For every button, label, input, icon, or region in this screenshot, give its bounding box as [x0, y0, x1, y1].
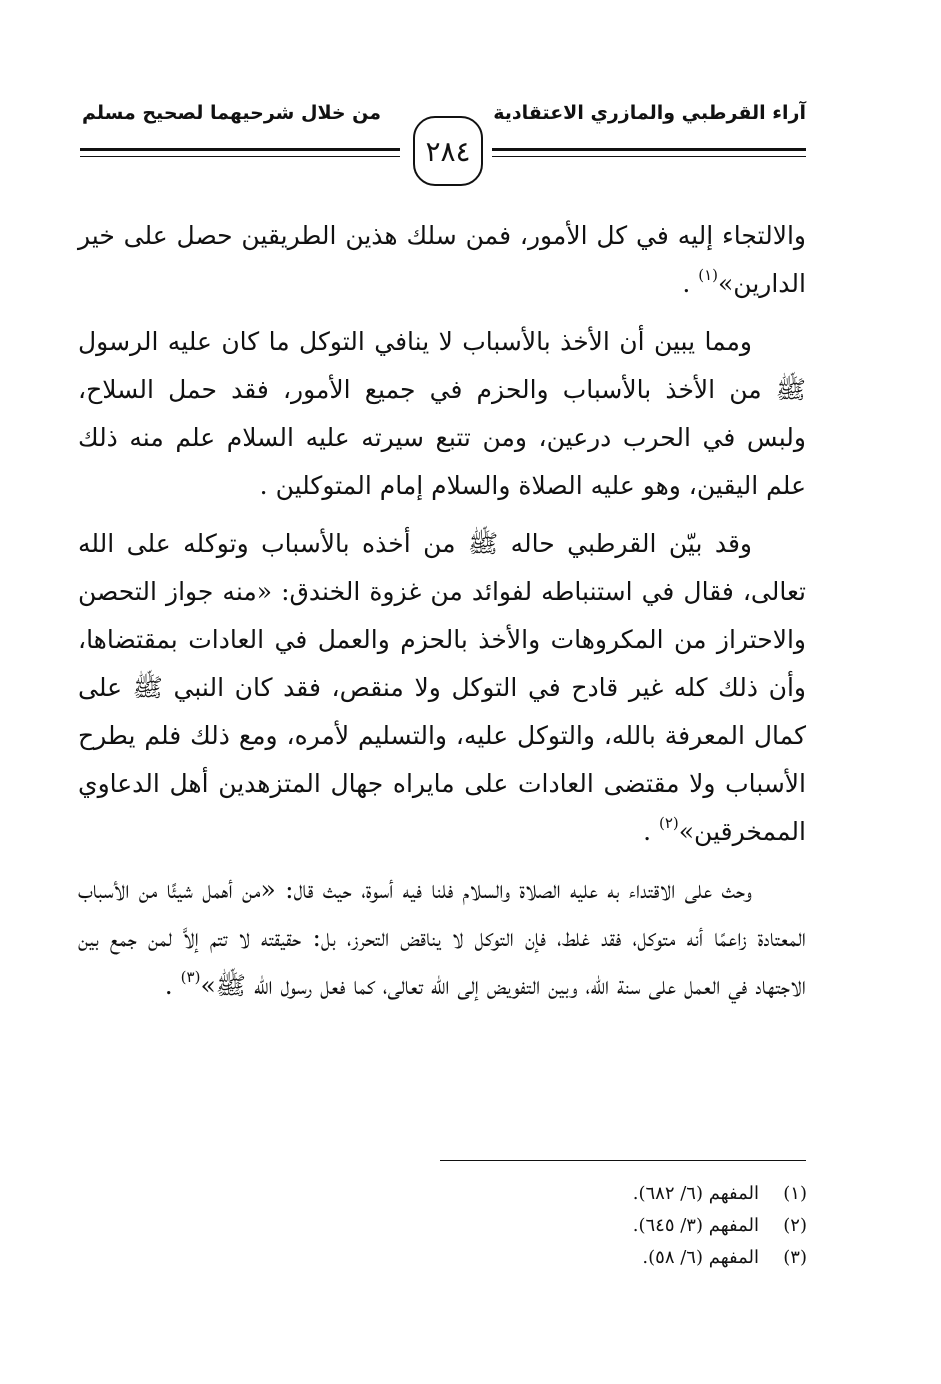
paragraph-text: والالتجاء إليه في كل الأمور، فمن سلك هذين الطريقين حصل على خير الدارين» — [78, 221, 806, 298]
paragraph — [78, 520, 806, 856]
footnote-text: المفهم (٣/ ٦٤٥). — [632, 1215, 759, 1236]
footnote-text: المفهم (٦/ ٦٨٢). — [632, 1183, 759, 1204]
page-number: ٢٨٤ — [413, 116, 483, 186]
paragraph-text: وقد بيّن القرطبي حاله ﷺ من أخذه بالأسباب وتوكله على الله تعالى، فقال في استنباطه لفوائد من غزوة الخندق: «منه جواز التحصن والاحتراز من المكروهات والأخذ بالحزم والعمل في العادات بمقتضاها، وأن ذلك كله غير قادح في التوكل ولا منقص، فقد كان النبي ﷺ على كمال المعرفة بالله، والتوكل عليه، والتسليم لأمره، ومع ذلك فلم يطرح الأسباب ولا مقتضى العادات على مايراه جهال المتزهدين أهل الدعاوي الممخرقين» — [78, 529, 806, 846]
footnote-marker: (١) — [698, 266, 718, 284]
footnote-number: (١) — [783, 1183, 807, 1204]
footnote-text: المفهم (٦/ ٥٨). — [642, 1247, 759, 1268]
footnote-number: (٣) — [783, 1247, 807, 1268]
header-rule-right-thin — [492, 156, 806, 157]
paragraph-text: ومما يبين أن الأخذ بالأسباب لا ينافي التوكل ما كان عليه الرسول ﷺ من الأخذ بالأسباب والحزم في جميع الأمور، فقد حمل السلاح، ولبس في الحرب درعين، ومن تتبع سيرته عليه السلام علم منه ذلك علم اليقين، وهو عليه الصلاة والسلام إمام المتوكلين . — [78, 327, 806, 500]
paragraph-end: . — [643, 817, 659, 846]
paragraph-end: . — [682, 269, 699, 298]
running-head-subtitle: من خلال شرحيهما لصحيح مسلم — [82, 102, 382, 124]
footnote-marker: (٢) — [658, 814, 679, 832]
footnote — [633, 1178, 807, 1210]
footnote-separator — [440, 1160, 806, 1161]
paragraph — [78, 212, 806, 308]
paragraph-text: وحث على الاقتداء به عليه الصلاة والسلام فلنا فيه أسوة، حيث قال: «من أهمل شيئًا من الأسباب المعتادة زاعمًا أنه متوكل، فقد غلط، فإن التوكل لا يناقض التحرز، بل: حقيقته لا تتم إلاَّ لمن جمع بين الاجتهاد في العمل على سنة الله، وبين التفويض إلى الله تعالى، كما فعل رسول الله ﷺ» — [78, 875, 806, 1000]
running-head-book-title: آراء القرطبي والمازري الاعتقادية — [493, 102, 806, 124]
main-text — [78, 212, 806, 1020]
footnote — [633, 1210, 807, 1242]
header-rule-right-thick — [492, 148, 806, 151]
paragraph-end: . — [164, 971, 181, 1000]
paragraph — [78, 866, 806, 1010]
header-rule-left-thick — [80, 148, 400, 151]
footnotes — [633, 1178, 807, 1274]
header-rule-left-thin — [80, 156, 400, 157]
footnote — [633, 1242, 807, 1274]
page-header — [80, 98, 806, 190]
paragraph — [78, 318, 806, 510]
footnote-marker: (٣) — [180, 968, 201, 986]
footnote-number: (٢) — [783, 1215, 807, 1236]
